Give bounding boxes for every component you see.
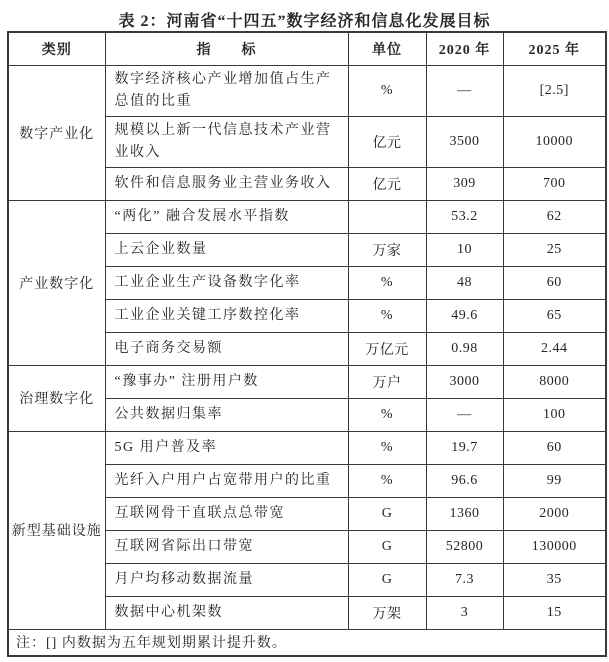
table-row: [8, 65, 606, 116]
header-row: [8, 32, 606, 65]
unit-cell: 亿元: [348, 167, 426, 200]
value-2025-cell: 62: [503, 200, 606, 233]
column-header-4: 2025 年: [503, 32, 606, 65]
unit-cell: 万家: [348, 233, 426, 266]
value-2025-cell: 25: [503, 233, 606, 266]
value-2020-cell: 3500: [426, 116, 503, 167]
value-2025-cell: 130000: [503, 530, 606, 563]
table-note: 注：[] 内数据为五年规划期累计提升数。: [8, 629, 606, 656]
value-2025-cell: 60: [503, 431, 606, 464]
unit-cell: %: [348, 65, 426, 116]
value-2020-cell: 48: [426, 266, 503, 299]
value-2020-cell: 7.3: [426, 563, 503, 596]
value-2025-cell: 35: [503, 563, 606, 596]
category-cell: 数字产业化: [8, 65, 105, 200]
value-2020-cell: —: [426, 398, 503, 431]
unit-cell: 亿元: [348, 116, 426, 167]
unit-cell: G: [348, 530, 426, 563]
value-2020-cell: 49.6: [426, 299, 503, 332]
indicator-cell: 数据中心机架数: [105, 596, 348, 629]
value-2020-cell: 1360: [426, 497, 503, 530]
table-row: [8, 200, 606, 233]
category-cell: 新型基础设施: [8, 431, 105, 629]
indicator-cell: 数字经济核心产业增加值占生产总值的比重: [105, 65, 348, 116]
indicator-cell: 互联网骨干直联点总带宽: [105, 497, 348, 530]
indicator-cell: 软件和信息服务业主营业务收入: [105, 167, 348, 200]
value-2020-cell: 96.6: [426, 464, 503, 497]
unit-cell: %: [348, 266, 426, 299]
indicator-cell: 电子商务交易额: [105, 332, 348, 365]
value-2020-cell: —: [426, 65, 503, 116]
table-row: [8, 431, 606, 464]
indicator-cell: 上云企业数量: [105, 233, 348, 266]
value-2020-cell: 3: [426, 596, 503, 629]
unit-cell: G: [348, 497, 426, 530]
table-row: [8, 365, 606, 398]
unit-cell: 万户: [348, 365, 426, 398]
indicator-cell: 互联网省际出口带宽: [105, 530, 348, 563]
value-2025-cell: 60: [503, 266, 606, 299]
unit-cell: %: [348, 431, 426, 464]
indicator-cell: “两化” 融合发展水平指数: [105, 200, 348, 233]
value-2025-cell: 8000: [503, 365, 606, 398]
value-2025-cell: 700: [503, 167, 606, 200]
column-header-2: 单位: [348, 32, 426, 65]
indicator-cell: 5G 用户普及率: [105, 431, 348, 464]
value-2020-cell: 309: [426, 167, 503, 200]
value-2025-cell: 15: [503, 596, 606, 629]
value-2025-cell: 65: [503, 299, 606, 332]
note-row: [8, 629, 606, 656]
development-goals-table: [7, 31, 607, 657]
value-2025-cell: 2000: [503, 497, 606, 530]
indicator-cell: 公共数据归集率: [105, 398, 348, 431]
unit-cell: %: [348, 398, 426, 431]
unit-cell: G: [348, 563, 426, 596]
value-2025-cell: [2.5]: [503, 65, 606, 116]
unit-cell: 万亿元: [348, 332, 426, 365]
value-2025-cell: 100: [503, 398, 606, 431]
category-cell: 治理数字化: [8, 365, 105, 431]
unit-cell: 万架: [348, 596, 426, 629]
indicator-cell: 光纤入户用户占宽带用户的比重: [105, 464, 348, 497]
unit-cell: [348, 200, 426, 233]
column-header-1: 指 标: [105, 32, 348, 65]
value-2020-cell: 19.7: [426, 431, 503, 464]
value-2025-cell: 99: [503, 464, 606, 497]
value-2020-cell: 52800: [426, 530, 503, 563]
table-title: 表 2：河南省“十四五”数字经济和信息化发展目标: [118, 13, 491, 30]
category-cell: 产业数字化: [8, 200, 105, 365]
value-2020-cell: 3000: [426, 365, 503, 398]
indicator-cell: 月户均移动数据流量: [105, 563, 348, 596]
unit-cell: %: [348, 464, 426, 497]
value-2025-cell: 10000: [503, 116, 606, 167]
indicator-cell: 规模以上新一代信息技术产业营业收入: [105, 116, 348, 167]
value-2020-cell: 53.2: [426, 200, 503, 233]
unit-cell: %: [348, 299, 426, 332]
value-2020-cell: 0.98: [426, 332, 503, 365]
indicator-cell: 工业企业生产设备数字化率: [105, 266, 348, 299]
value-2020-cell: 10: [426, 233, 503, 266]
indicator-cell: “豫事办” 注册用户数: [105, 365, 348, 398]
column-header-3: 2020 年: [426, 32, 503, 65]
indicator-cell: 工业企业关键工序数控化率: [105, 299, 348, 332]
column-header-0: 类别: [8, 32, 105, 65]
value-2025-cell: 2.44: [503, 332, 606, 365]
